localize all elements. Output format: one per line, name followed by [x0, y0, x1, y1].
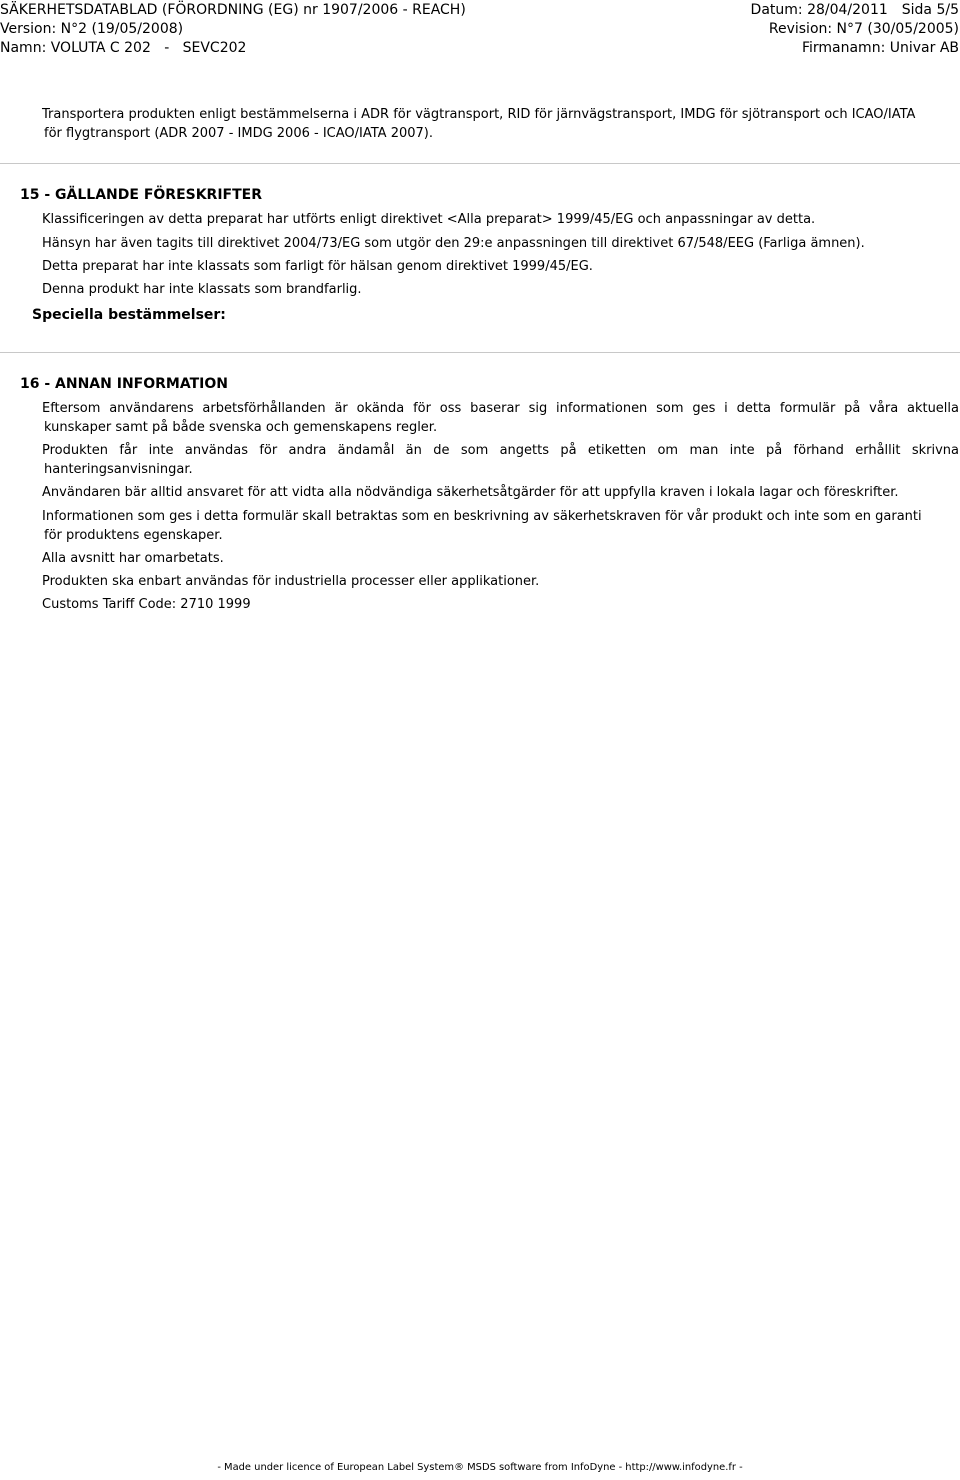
- section-divider: [0, 352, 960, 353]
- info-paragraph-4-line-1: Informationen som ges i detta formulär skall betraktas som en beskrivning av säkerhetskraven för vår produkt och inte som en garanti: [42, 509, 922, 524]
- info-paragraph-1-line-2: kunskaper samt på både svenska och gemenskapens regler.: [44, 420, 438, 435]
- transport-text-line-1: Transportera produkten enligt bestämmelserna i ADR för vägtransport, RID för järnvägstransport, IMDG för sjötransport och ICAO/IATA: [42, 107, 916, 122]
- regulation-line-1: Klassificeringen av detta preparat har utförts enligt direktivet <Alla preparat> 1999/45/EG och anpassningar av detta.: [42, 212, 816, 227]
- revision-label: Revision: N°7 (30/05/2005): [768, 21, 959, 37]
- document-title: SÄKERHETSDATABLAD (FÖRORDNING (EG) nr 1907/2006 - REACH): [0, 2, 466, 18]
- info-paragraph-2-line-1: Produkten får inte användas för andra ändamål än de som angetts på etiketten om man inte på förhand erhållit skrivna: [42, 443, 959, 458]
- special-provisions-title: Speciella bestämmelser:: [32, 307, 226, 323]
- company-name: Firmanamn: Univar AB: [801, 40, 959, 56]
- regulation-line-3: Detta preparat har inte klassats som farligt för hälsan genom direktivet 1999/45/EG.: [42, 259, 593, 274]
- info-paragraph-3: Användaren bär alltid ansvaret för att vidta alla nödvändiga säkerhetsåtgärder för att uppfylla kraven i lokala lagar och föreskrifter.: [42, 485, 899, 500]
- regulation-line-2: Hänsyn har även tagits till direktivet 2004/73/EG som utgör den 29:e anpassningen till direktivet 67/548/EEG (Farliga ämnen).: [42, 236, 865, 251]
- info-paragraph-2-line-2: hanteringsanvisningar.: [44, 462, 193, 477]
- info-paragraph-1-line-1: Eftersom användarens arbetsförhållanden är okända för oss baserar sig informationen som ges i detta formulär på våra aktuella: [42, 401, 959, 416]
- product-name: Namn: VOLUTA C 202 - SEVC202: [0, 40, 247, 56]
- version-label: Version: N°2 (19/05/2008): [0, 21, 184, 37]
- transport-text-line-2: för flygtransport (ADR 2007 - IMDG 2006 - ICAO/IATA 2007).: [44, 126, 433, 141]
- customs-tariff-code: Customs Tariff Code: 2710 1999: [42, 597, 251, 612]
- info-paragraph-6: Produkten ska enbart användas för industriella processer eller applikationer.: [42, 574, 540, 589]
- section-divider: [0, 163, 960, 164]
- page-number: Sida 5/5: [901, 2, 959, 18]
- footer-licence-text: - Made under licence of European Label System® MSDS software from InfoDyne - http://www.infodyne.fr -: [217, 1462, 743, 1473]
- date-and-page: [751, 1, 959, 20]
- date-label: Datum: 28/04/2011: [750, 2, 888, 18]
- info-paragraph-4-line-2: för produktens egenskaper.: [44, 528, 223, 543]
- regulation-line-4: Denna produkt har inte klassats som brandfarlig.: [42, 282, 362, 297]
- section-16-title: 16 - ANNAN INFORMATION: [20, 376, 228, 392]
- info-paragraph-5: Alla avsnitt har omarbetats.: [42, 551, 224, 566]
- section-15-title: 15 - GÄLLANDE FÖRESKRIFTER: [20, 187, 263, 203]
